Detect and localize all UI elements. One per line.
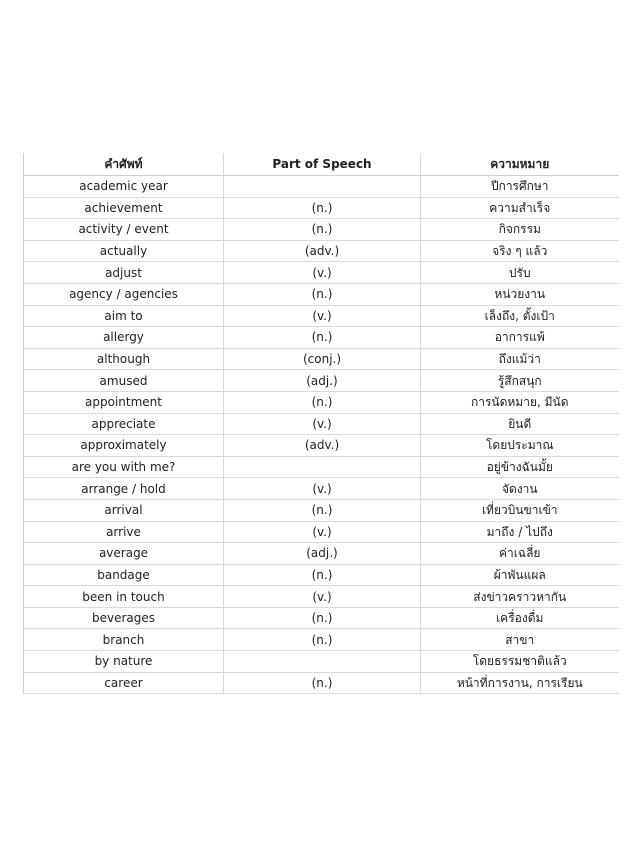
- cell-part-of-speech: (n.): [224, 391, 421, 413]
- cell-meaning: ความสำเร็จ: [421, 197, 619, 219]
- cell-word: achievement: [24, 197, 224, 219]
- cell-meaning: ถึงแม้ว่า: [421, 348, 619, 370]
- header-word: คำศัพท์: [24, 153, 224, 176]
- cell-meaning: มาถึง / ไปถึง: [421, 521, 619, 543]
- table-body: [24, 176, 619, 694]
- cell-part-of-speech: (v.): [224, 586, 421, 608]
- table-row: [24, 305, 619, 327]
- cell-word: actually: [24, 240, 224, 262]
- cell-word: aim to: [24, 305, 224, 327]
- table-row: [24, 413, 619, 435]
- cell-word: bandage: [24, 564, 224, 586]
- cell-part-of-speech: (v.): [224, 478, 421, 500]
- table-row: [24, 197, 619, 219]
- cell-meaning: จัดงาน: [421, 478, 619, 500]
- cell-meaning: เที่ยวบินขาเข้า: [421, 499, 619, 521]
- header-meaning: ความหมาย: [421, 153, 619, 176]
- table-row: [24, 478, 619, 500]
- cell-word: appreciate: [24, 413, 224, 435]
- cell-part-of-speech: (n.): [224, 283, 421, 305]
- table-row: [24, 370, 619, 392]
- header-part-of-speech: Part of Speech: [224, 153, 421, 176]
- cell-part-of-speech: (n.): [224, 197, 421, 219]
- cell-part-of-speech: (n.): [224, 219, 421, 241]
- cell-part-of-speech: [224, 651, 421, 673]
- cell-word: agency / agencies: [24, 283, 224, 305]
- cell-part-of-speech: (v.): [224, 262, 421, 284]
- vocabulary-table: [23, 153, 619, 694]
- cell-part-of-speech: (adv.): [224, 435, 421, 457]
- table-row: [24, 435, 619, 457]
- cell-part-of-speech: [224, 456, 421, 478]
- cell-meaning: โดยธรรมชาติแล้ว: [421, 651, 619, 673]
- cell-meaning: เครื่องดื่ม: [421, 607, 619, 629]
- cell-meaning: ผ้าพันแผล: [421, 564, 619, 586]
- cell-word: although: [24, 348, 224, 370]
- table-row: [24, 499, 619, 521]
- table-row: [24, 607, 619, 629]
- cell-meaning: ยินดี: [421, 413, 619, 435]
- cell-part-of-speech: (adj.): [224, 370, 421, 392]
- table-header-row: [24, 153, 619, 176]
- table-row: [24, 564, 619, 586]
- cell-meaning: กิจกรรม: [421, 219, 619, 241]
- cell-word: arrange / hold: [24, 478, 224, 500]
- cell-part-of-speech: (n.): [224, 607, 421, 629]
- cell-part-of-speech: (n.): [224, 672, 421, 694]
- cell-part-of-speech: (v.): [224, 521, 421, 543]
- table-row: [24, 176, 619, 198]
- cell-part-of-speech: (adv.): [224, 240, 421, 262]
- cell-meaning: รู้สึกสนุก: [421, 370, 619, 392]
- table-row: [24, 283, 619, 305]
- cell-word: are you with me?: [24, 456, 224, 478]
- cell-meaning: จริง ๆ แล้ว: [421, 240, 619, 262]
- cell-meaning: หน้าที่การงาน, การเรียน: [421, 672, 619, 694]
- cell-word: approximately: [24, 435, 224, 457]
- table-row: [24, 262, 619, 284]
- table-row: [24, 543, 619, 565]
- cell-part-of-speech: (v.): [224, 413, 421, 435]
- table-row: [24, 456, 619, 478]
- cell-meaning: เล็งถึง, ตั้งเป้า: [421, 305, 619, 327]
- cell-word: allergy: [24, 327, 224, 349]
- cell-meaning: อยู่ข้างฉันมั้ย: [421, 456, 619, 478]
- cell-part-of-speech: (v.): [224, 305, 421, 327]
- cell-part-of-speech: (conj.): [224, 348, 421, 370]
- table-row: [24, 240, 619, 262]
- cell-part-of-speech: (n.): [224, 499, 421, 521]
- cell-word: adjust: [24, 262, 224, 284]
- cell-word: arrival: [24, 499, 224, 521]
- table-row: [24, 629, 619, 651]
- cell-part-of-speech: [224, 176, 421, 198]
- table-row: [24, 348, 619, 370]
- cell-meaning: ค่าเฉลี่ย: [421, 543, 619, 565]
- table-row: [24, 327, 619, 349]
- table-row: [24, 521, 619, 543]
- cell-part-of-speech: (n.): [224, 629, 421, 651]
- cell-word: average: [24, 543, 224, 565]
- cell-meaning: การนัดหมาย, มีนัด: [421, 391, 619, 413]
- cell-meaning: อาการแพ้: [421, 327, 619, 349]
- cell-meaning: ปีการศึกษา: [421, 176, 619, 198]
- cell-meaning: สาขา: [421, 629, 619, 651]
- cell-word: arrive: [24, 521, 224, 543]
- cell-word: career: [24, 672, 224, 694]
- table-row: [24, 391, 619, 413]
- table-row: [24, 672, 619, 694]
- cell-word: beverages: [24, 607, 224, 629]
- cell-word: been in touch: [24, 586, 224, 608]
- cell-word: activity / event: [24, 219, 224, 241]
- cell-part-of-speech: (n.): [224, 564, 421, 586]
- cell-part-of-speech: (adj.): [224, 543, 421, 565]
- cell-word: by nature: [24, 651, 224, 673]
- cell-part-of-speech: (n.): [224, 327, 421, 349]
- cell-meaning: ส่งข่าวคราวหากัน: [421, 586, 619, 608]
- cell-word: branch: [24, 629, 224, 651]
- cell-meaning: หน่วยงาน: [421, 283, 619, 305]
- cell-word: amused: [24, 370, 224, 392]
- cell-word: appointment: [24, 391, 224, 413]
- table-row: [24, 651, 619, 673]
- cell-meaning: ปรับ: [421, 262, 619, 284]
- table-row: [24, 586, 619, 608]
- cell-meaning: โดยประมาณ: [421, 435, 619, 457]
- cell-word: academic year: [24, 176, 224, 198]
- table-row: [24, 219, 619, 241]
